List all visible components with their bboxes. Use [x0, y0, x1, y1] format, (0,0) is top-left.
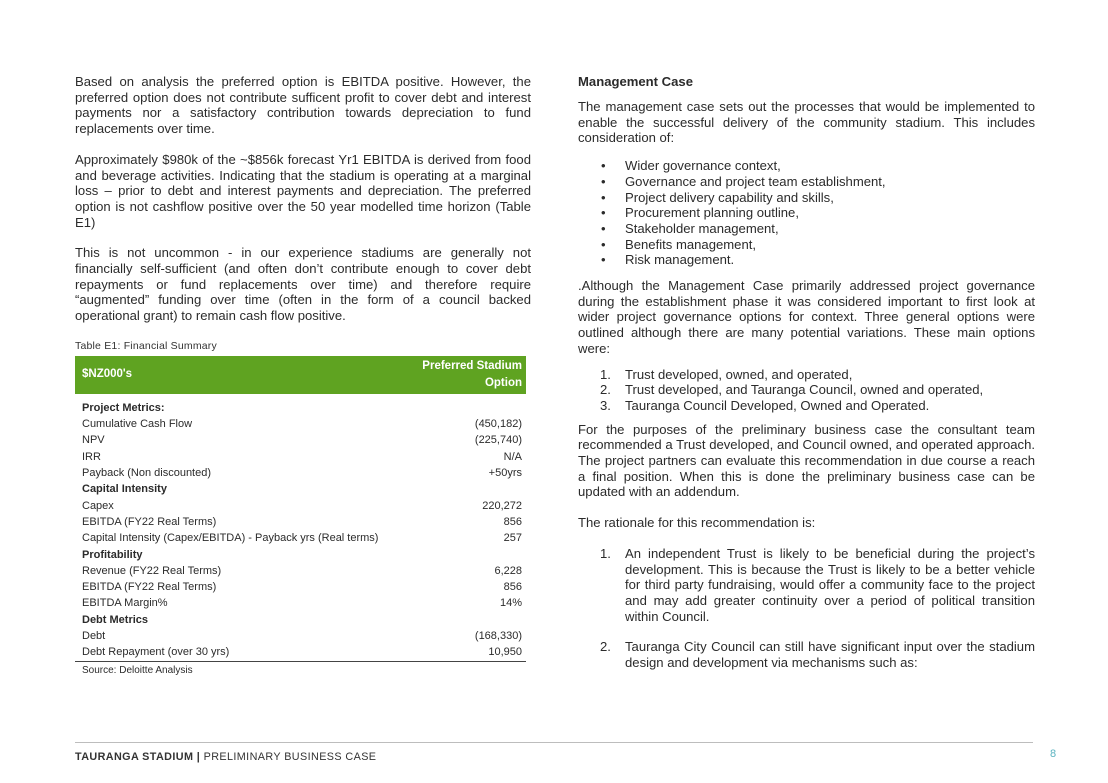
table-row: Debt (168,330) [82, 630, 522, 642]
list-item: 1. Trust developed, owned, and operated, [600, 366, 853, 382]
table-row: EBITDA (FY22 Real Terms) 856 [82, 581, 522, 594]
table-caption: Table E1: Financial Summary [75, 339, 217, 352]
table-row: Revenue (FY22 Real Terms) 6,228 [82, 564, 522, 577]
table-header-currency: $NZ000's [75, 356, 412, 394]
financial-summary-table [75, 356, 526, 662]
table-section-title: Project Metrics: [82, 401, 165, 414]
table-row: Cumulative Cash Flow (450,182) [82, 418, 522, 431]
page-number: 8 [1050, 748, 1057, 760]
right-column [578, 74, 1035, 679]
options-list [578, 367, 1035, 414]
list-item: 1. An independent Trust is likely to be beneficial during the project’s development. This is because the Trust is likely to be a better vehicle for third party fundraising, would offer a community face to the project and may add greater continuity over a period of political transition within Council. [600, 545, 1035, 624]
table-section-title: Capital Intensity [82, 483, 167, 496]
list-item: 3. Tauranga Council Developed, Owned and Operated. [600, 397, 930, 413]
table-row: IRR N/A [82, 450, 522, 463]
footer-divider [75, 742, 1033, 743]
paragraph-not-uncommon: This is not uncommon - in our experience stadiums are generally not financially self-sufficient (and often don’t contribute enough to cover debt repayments or fund replacements over time) and therefore require “augmented” funding over time (often in the form of a council backed operational grant) to remain cash flow positive. [75, 245, 531, 324]
list-item: • Benefits management, [601, 236, 757, 252]
table-source-note: Source: Deloitte Analysis [82, 664, 193, 676]
table-header-option: Preferred Stadium Option [412, 356, 526, 394]
table-row: EBITDA (FY22 Real Terms) 856 [82, 515, 522, 528]
table-header-row [75, 356, 526, 394]
paragraph-food-beverage: Approximately $980k of the ~$856k forecast Yr1 EBITDA is derived from food and beverage activities. Indicating that the stadium is operating at a marginal loss – prior to debt and interest payments and depreciation. The preferred option is not cashflow positive over the 50 year modelled time horizon (Table E1) [75, 151, 531, 230]
section-heading: Management Case [578, 74, 693, 89]
consideration-list [578, 158, 1035, 268]
table-section-title: Debt Metrics [82, 613, 149, 626]
paragraph-rationale-intro: The rationale for this recommendation is: [578, 515, 816, 531]
table-row: EBITDA Margin% 14% [82, 597, 522, 610]
list-item: 2. Trust developed, and Tauranga Council, owned and operated, [600, 382, 984, 398]
table-section-title: Profitability [82, 548, 143, 561]
table-row: NPV (225,740) [82, 434, 522, 447]
table-row: Debt Repayment (over 30 yrs) 10,950 [75, 644, 526, 661]
paragraph-recommendation: For the purposes of the preliminary business case the consultant team recommended a Trust developed, and Council owned, and operated approach. The project partners can evaluate this recommendation in due course a reach a final position. When this is done the preliminary business case can be updated with an addendum. [578, 421, 1035, 500]
list-item: • Stakeholder management, [601, 220, 779, 236]
list-item: • Risk management. [601, 252, 735, 268]
list-item: • Governance and project team establishment, [601, 173, 886, 189]
table-row: Payback (Non discounted) +50yrs [82, 467, 522, 480]
list-item: • Project delivery capability and skills, [601, 189, 834, 205]
paragraph-ebitda-analysis: Based on analysis the preferred option is EBITDA positive. However, the preferred option does not contribute sufficent profit to cover debt and interest payments nor a satisfactory contribution towards depreciation to fund replacements over time. [75, 74, 531, 137]
paragraph-management-intro: The management case sets out the processes that would be implemented to enable the successful delivery of the community stadium. This includes consideration of: [578, 99, 1035, 146]
footer-title: TAURANGA STADIUM | PRELIMINARY BUSINESS CASE [75, 751, 377, 763]
list-item: 2. Tauranga City Council can still have significant input over the stadium design and development via mechanisms such as: [600, 639, 1035, 671]
paragraph-governance: .Although the Management Case primarily addressed project governance during the establishment phase it was considered important to first look at wider project governance options for context. Three general options were outlined although there are many potential variations. These main options were: [578, 278, 1035, 356]
table-row: Capex 220,272 [82, 499, 522, 512]
table-row: Capital Intensity (Capex/EBITDA) - Payback yrs (Real terms) 257 [82, 532, 522, 545]
list-item: • Wider governance context, [601, 158, 781, 174]
left-column [75, 74, 531, 676]
list-item: • Procurement planning outline, [601, 205, 799, 221]
rationale-list [578, 546, 1035, 671]
